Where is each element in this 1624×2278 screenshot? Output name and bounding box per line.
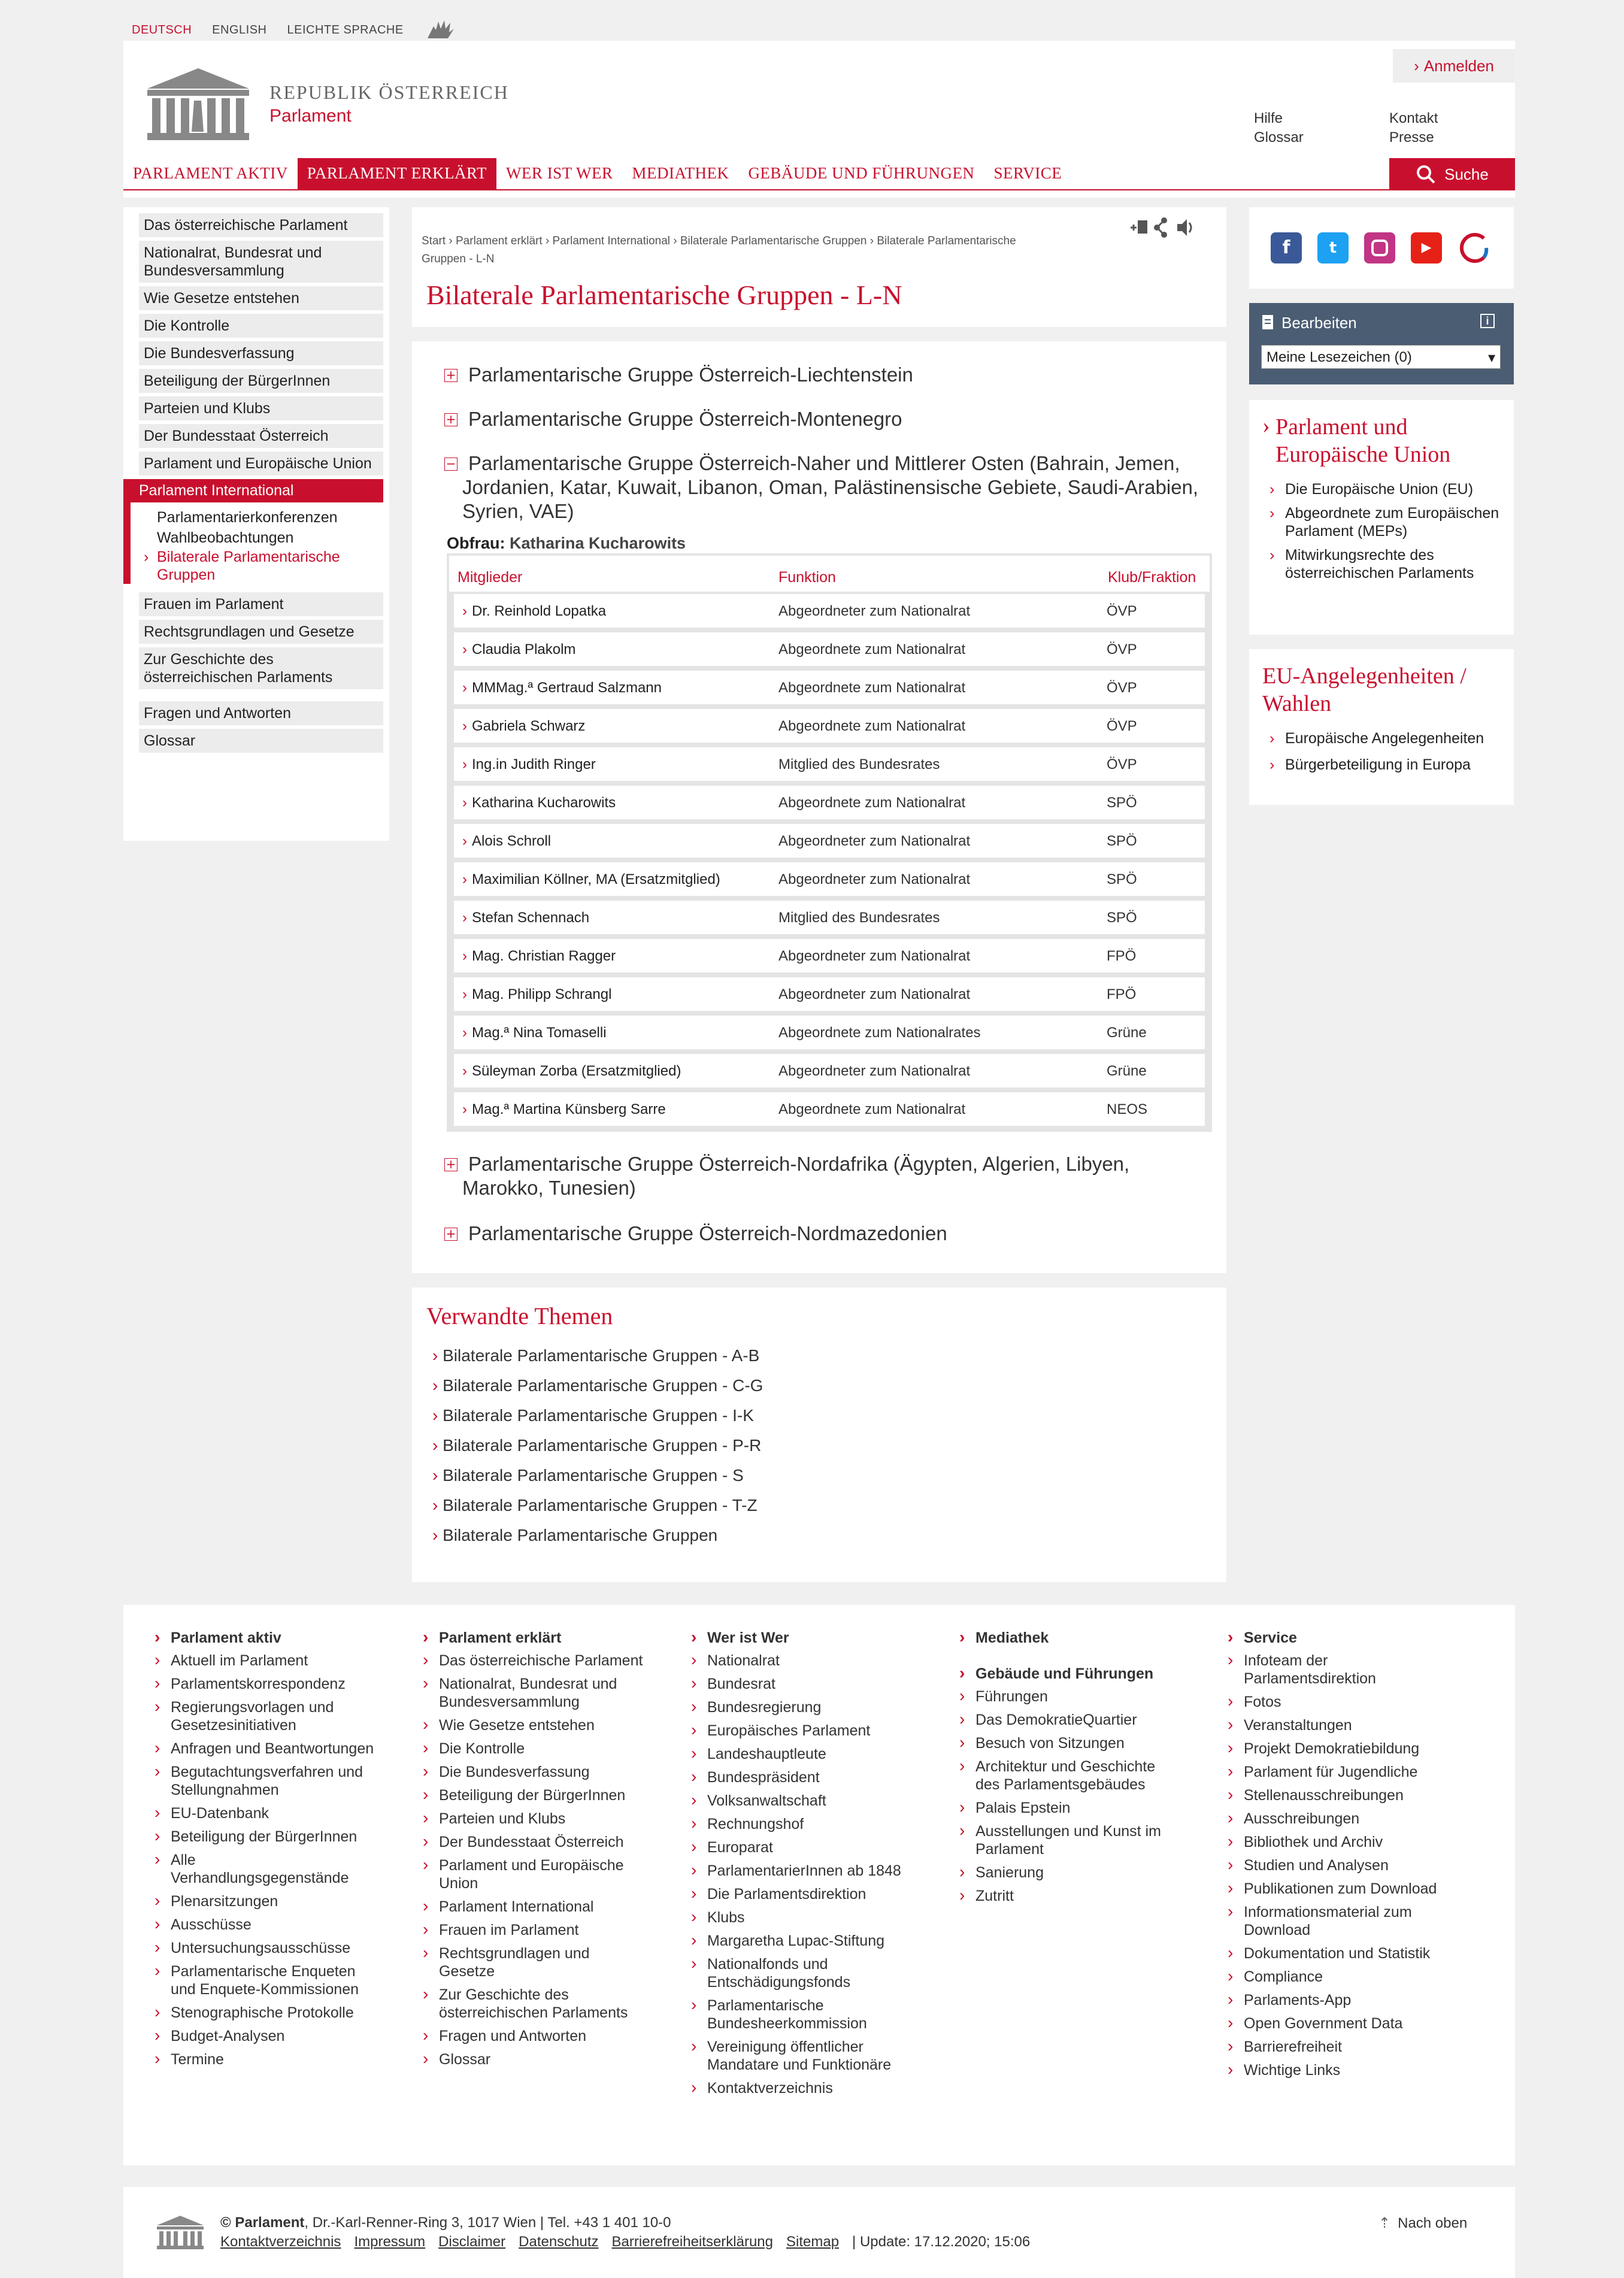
footer-link[interactable]: › Nationalrat, Bundesrat und Bundesversammlung: [423, 1675, 644, 1711]
member-function: Abgeordnete zum Nationalrates: [778, 1025, 981, 1041]
youtube-icon[interactable]: ▶: [1411, 232, 1442, 263]
footer-link[interactable]: › Kontaktverzeichnis: [691, 2079, 913, 2097]
footer-link[interactable]: › Stellenausschreibungen: [1228, 1786, 1449, 1804]
member-faction: Grüne: [1107, 1063, 1147, 1079]
member-function: Abgeordnete zum Nationalrat: [778, 641, 966, 658]
update-info: | Update: 17.12.2020; 15:06: [852, 2234, 1031, 2250]
address: , Dr.-Karl-Renner-Ring 3, 1017 Wien | Tel. +43 1 401 10-0: [304, 2215, 671, 2231]
chevron-right-icon: ›: [462, 948, 467, 964]
parliament-small-logo-icon: [154, 2215, 206, 2250]
related-link-label: Bilaterale Parlamentarische Gruppen: [443, 1526, 718, 1544]
logo-title: REPUBLIK ÖSTERREICH: [269, 81, 509, 103]
header-links-1: [1254, 109, 1304, 147]
member-name[interactable]: Stefan Schennach: [472, 910, 590, 926]
member-function: Abgeordneter zum Nationalrat: [778, 1063, 971, 1079]
twitter-icon[interactable]: t: [1317, 232, 1349, 263]
sidebar-item-das-parlament[interactable]: Das österreichische Parlament: [139, 213, 383, 237]
footer-link[interactable]: › Projekt Demokratiebildung: [1228, 1740, 1449, 1758]
eu-affairs-list: [1267, 729, 1501, 774]
footer-heading[interactable]: › Parlament aktiv: [154, 1629, 376, 1647]
footer-link[interactable]: › Ausschreibungen: [1228, 1810, 1449, 1828]
footer-link[interactable]: › Das DemokratieQuartier: [959, 1711, 1181, 1729]
eu-box: [1249, 400, 1514, 635]
member-function: Mitglied des Bundesrates: [778, 756, 940, 773]
sign-language-icon[interactable]: [424, 18, 457, 42]
table-row: [454, 671, 1205, 704]
back-to-top-label: Nach oben: [1398, 2215, 1468, 2231]
link-sitemap[interactable]: Sitemap: [786, 2234, 840, 2250]
press-link[interactable]: Presse: [1389, 129, 1434, 146]
footer-link[interactable]: › Parteien und Klubs: [423, 1810, 644, 1828]
footer-link[interactable]: › Führungen: [959, 1688, 1181, 1706]
sidebar-sub-wahlbeobachtungen[interactable]: Wahlbeobachtungen: [157, 529, 294, 546]
chevron-right-icon: ›: [462, 680, 467, 696]
eu-box-title[interactable]: [1262, 413, 1502, 468]
bottom-bar: [123, 2187, 1515, 2278]
edit-panel: [1249, 303, 1514, 384]
member-function: Abgeordneter zum Nationalrat: [778, 833, 971, 849]
chevron-right-icon: ›: [462, 1063, 467, 1079]
expand-icon[interactable]: +: [444, 1158, 457, 1171]
footer-link[interactable]: › Untersuchungsausschüsse: [154, 1939, 376, 1957]
expand-icon[interactable]: +: [444, 413, 457, 426]
related-link[interactable]: [432, 1496, 758, 1515]
bookmarks-select-value: Meine Lesezeichen (0): [1267, 349, 1412, 365]
footer-col-service: [1228, 1629, 1449, 2085]
member-function: Abgeordneter zum Nationalrat: [778, 986, 971, 1002]
chevron-right-icon: ›: [432, 1466, 443, 1485]
footer-link[interactable]: › Parlamentarische Bundesheerkommission: [691, 1997, 913, 2032]
member-function: Abgeordneter zum Nationalrat: [778, 603, 971, 619]
col-header-mitglieder[interactable]: Mitglieder: [457, 569, 523, 586]
sidebar-item-frauen[interactable]: Frauen im Parlament: [139, 592, 383, 616]
table-row: [454, 862, 1205, 896]
nav-parlament-aktiv[interactable]: PARLAMENT AKTIV: [133, 164, 288, 182]
related-link[interactable]: [432, 1376, 763, 1395]
footer-link[interactable]: › Die Parlamentsdirektion: [691, 1885, 913, 1903]
footer-link[interactable]: › Nationalrat: [691, 1652, 913, 1670]
footer-link[interactable]: › Regierungsvorlagen und Gesetzesinitiativen: [154, 1698, 376, 1734]
footer-link[interactable]: › Rechnungshof: [691, 1815, 913, 1833]
breadcrumb-line1[interactable]: Start › Parlament erklärt › Parlament International › Bilaterale Parlamentarische Gruppen › Bilaterale Parlamentarische: [422, 235, 1016, 247]
chevron-right-icon: ›: [462, 1025, 467, 1041]
sidebar-item-kontrolle[interactable]: Die Kontrolle: [139, 314, 383, 338]
table-row: [454, 632, 1205, 666]
footer-link[interactable]: › Alle Verhandlungsgegenstände: [154, 1851, 376, 1887]
footer-link[interactable]: › Dokumentation und Statistik: [1228, 1944, 1449, 1962]
footer-link[interactable]: › Glossar: [423, 2050, 644, 2068]
accordion-montenegro[interactable]: Parlamentarische Gruppe Österreich-Montenegro: [468, 408, 902, 430]
nav-divider: [123, 189, 1515, 190]
sidebar-item-fragen[interactable]: Fragen und Antworten: [139, 701, 383, 725]
main-nav: [123, 158, 1071, 190]
table-row: [454, 709, 1205, 743]
page-tools: [1129, 216, 1201, 240]
sidebar-item-nationalrat[interactable]: Nationalrat, Bundesrat und Bundesversammlung: [139, 241, 383, 283]
table-row: [454, 824, 1205, 858]
member-name[interactable]: Gabriela Schwarz: [472, 718, 586, 734]
member-function: Mitglied des Bundesrates: [778, 910, 940, 926]
footer-link[interactable]: › EU-Datenbank: [154, 1804, 376, 1822]
table-row: [454, 939, 1205, 973]
sidebar-item-bundesstaat[interactable]: Der Bundesstaat Österreich: [139, 424, 383, 448]
related-link[interactable]: [432, 1346, 759, 1365]
chevron-right-icon: ›: [462, 756, 467, 773]
sidebar-item-beteiligung[interactable]: Beteiligung der BürgerInnen: [139, 369, 383, 393]
chevron-right-icon: ›: [462, 871, 467, 887]
footer-link[interactable]: › ParlamentarierInnen ab 1848: [691, 1862, 913, 1880]
footer-link[interactable]: › Compliance: [1228, 1968, 1449, 1986]
login-label: Anmelden: [1423, 56, 1494, 75]
nav-service[interactable]: SERVICE: [993, 164, 1062, 182]
footer-link[interactable]: › Ausschüsse: [154, 1916, 376, 1934]
footer-link[interactable]: › Beteiligung der BürgerInnen: [154, 1828, 376, 1846]
related-link[interactable]: [432, 1526, 717, 1545]
footer-link[interactable]: › Stenographische Protokolle: [154, 2004, 376, 2022]
footer-col-aktiv: [154, 1629, 376, 2074]
footer-link[interactable]: › Das österreichische Parlament: [423, 1652, 644, 1670]
member-name[interactable]: Maximilian Köllner, MA (Ersatzmitglied): [472, 871, 720, 887]
expand-icon[interactable]: +: [444, 369, 457, 382]
chevron-right-icon: ›: [432, 1436, 443, 1455]
members-table: [447, 553, 1212, 1132]
member-faction: ÖVP: [1107, 718, 1137, 734]
eu-link-eu[interactable]: › Die Europäische Union (EU): [1269, 481, 1474, 498]
chevron-right-icon: ›: [432, 1406, 443, 1425]
link-datenschutz[interactable]: Datenschutz: [519, 2234, 599, 2250]
footer-link[interactable]: › Studien und Analysen: [1228, 1856, 1449, 1874]
footer-link[interactable]: › Landeshauptleute: [691, 1745, 913, 1763]
member-name[interactable]: Ing.in Judith Ringer: [472, 756, 596, 773]
footer-link[interactable]: › Barrierefreiheit: [1228, 2038, 1449, 2056]
sidebar-item-geschichte[interactable]: Zur Geschichte des österreichischen Parlaments: [139, 647, 383, 689]
related-link-label: Bilaterale Parlamentarische Gruppen - I-K: [443, 1406, 754, 1425]
col-header-funktion[interactable]: Funktion: [778, 569, 836, 586]
sidebar-item-rechtsgrundlagen[interactable]: Rechtsgrundlagen und Gesetze: [139, 620, 383, 644]
accordion-naher-osten[interactable]: Parlamentarische Gruppe Österreich-Naher und Mittlerer Osten (Bahrain, Jemen, Jordanien, Katar, Kuwait, Libanon, Oman, Palästinensische Gebiete, Saudi-Arabien, Syrien, VAE): [462, 452, 1199, 522]
footer-link[interactable]: › Aktuell im Parlament: [154, 1652, 376, 1670]
header-links-2: [1389, 109, 1438, 147]
col-header-fraktion[interactable]: Klub/Fraktion: [1108, 569, 1196, 586]
contact-link[interactable]: Kontakt: [1389, 110, 1438, 126]
chevron-right-icon: ›: [462, 910, 467, 926]
member-name[interactable]: MMMag.ª Gertraud Salzmann: [472, 680, 662, 696]
imprint: [220, 2213, 1030, 2252]
chair-label: Obfrau:: [447, 534, 505, 552]
arrow-up-icon: ⇡: [1378, 2215, 1391, 2231]
footer-link[interactable]: › Begutachtungsverfahren und Stellungnahmen: [154, 1763, 376, 1799]
title-card: [412, 207, 1226, 327]
footer-link[interactable]: › Parlament International: [423, 1898, 644, 1916]
footer-heading[interactable]: › Gebäude und Führungen: [959, 1665, 1181, 1683]
chevron-right-icon: ›: [462, 1101, 467, 1117]
accordion-nordmazedonien[interactable]: Parlamentarische Gruppe Österreich-Nordmazedonien: [468, 1222, 947, 1244]
related-link-label: Bilaterale Parlamentarische Gruppen - C-G: [443, 1376, 763, 1395]
search-button[interactable]: [1389, 158, 1515, 190]
footer-link[interactable]: › Veranstaltungen: [1228, 1716, 1449, 1734]
member-name[interactable]: Alois Schroll: [472, 833, 552, 849]
footer-link[interactable]: › Budget-Analysen: [154, 2027, 376, 2045]
member-faction: FPÖ: [1107, 948, 1137, 964]
sidebar-item-eu[interactable]: Parlament und Europäische Union: [139, 452, 383, 475]
footer-link[interactable]: › Bibliothek und Archiv: [1228, 1833, 1449, 1851]
related-link[interactable]: [432, 1406, 754, 1425]
footer-link[interactable]: › Parlamentarische Enqueten und Enquete-Kommissionen: [154, 1962, 376, 1998]
footer-link[interactable]: › Margaretha Lupac-Stiftung: [691, 1932, 913, 1950]
member-name[interactable]: Mag.ª Martina Künsberg Sarre: [472, 1101, 666, 1117]
member-faction: NEOS: [1107, 1101, 1148, 1117]
sidebar-sub-bilaterale-label: Bilaterale Parlamentarische Gruppen: [157, 549, 340, 583]
footer-link[interactable]: › Bundesrat: [691, 1675, 913, 1693]
accordion-nordafrika[interactable]: Parlamentarische Gruppe Österreich-Nordafrika (Ägypten, Algerien, Libyen, Marokko, Tunesien): [462, 1153, 1130, 1199]
footer-link[interactable]: › Die Kontrolle: [423, 1740, 644, 1758]
member-faction: FPÖ: [1107, 986, 1137, 1002]
related-link-label: Bilaterale Parlamentarische Gruppen - S: [443, 1466, 744, 1485]
footer-link[interactable]: › Parlaments-App: [1228, 1991, 1449, 2009]
member-name[interactable]: Dr. Reinhold Lopatka: [472, 603, 607, 619]
footer-link[interactable]: › Termine: [154, 2050, 376, 2068]
member-faction: Grüne: [1107, 1025, 1147, 1041]
back-to-top[interactable]: [1378, 2215, 1467, 2232]
info-icon[interactable]: i: [1480, 314, 1495, 328]
chevron-right-icon: ›: [432, 1496, 443, 1514]
chair-name: Katharina Kucharowits: [510, 534, 686, 552]
member-function: Abgeordnete zum Nationalrat: [778, 680, 966, 696]
footer-link[interactable]: › Anfragen und Beantwortungen: [154, 1740, 376, 1758]
related-link-label: Bilaterale Parlamentarische Gruppen - T-Z: [443, 1496, 758, 1514]
chevron-right-icon: ›: [462, 795, 467, 811]
nav-gebaeude[interactable]: GEBÄUDE UND FÜHRUNGEN: [748, 164, 975, 182]
footer-link[interactable]: › Frauen im Parlament: [423, 1921, 644, 1939]
social-links: [1249, 207, 1514, 289]
lang-easy[interactable]: LEICHTE SPRACHE: [287, 23, 404, 37]
related-link-label: Bilaterale Parlamentarische Gruppen - P-R: [443, 1436, 762, 1455]
eu-box-title-text: Parlament und Europäische Union: [1275, 414, 1451, 467]
related-link[interactable]: [432, 1466, 744, 1485]
member-faction: ÖVP: [1107, 603, 1137, 619]
member-faction: SPÖ: [1107, 910, 1137, 926]
expand-icon[interactable]: +: [444, 1228, 457, 1241]
sidebar-item-gesetze[interactable]: Wie Gesetze entstehen: [139, 286, 383, 310]
eu-affairs-box: [1249, 649, 1514, 805]
chevron-right-icon: ›: [1262, 413, 1270, 438]
member-name[interactable]: Claudia Plakolm: [472, 641, 576, 658]
member-faction: SPÖ: [1107, 833, 1137, 849]
login-button[interactable]: › Anmelden: [1393, 49, 1515, 83]
eu-box-list: [1267, 480, 1501, 582]
footer-link[interactable]: › Bundespräsident: [691, 1768, 913, 1786]
footer-link[interactable]: › Palais Epstein: [959, 1799, 1181, 1817]
table-row: [454, 786, 1205, 819]
member-faction: SPÖ: [1107, 871, 1137, 887]
footer-col-mediathek: [959, 1629, 1181, 1910]
bookmark-icon[interactable]: [1131, 220, 1147, 234]
sidebar-sub-bilaterale[interactable]: [144, 548, 383, 584]
document-icon: [1261, 314, 1274, 331]
footer-link[interactable]: › Publikationen zum Download: [1228, 1880, 1449, 1898]
footer-link[interactable]: › Bundesregierung: [691, 1698, 913, 1716]
facebook-icon[interactable]: f: [1271, 232, 1302, 263]
member-function: Abgeordnete zum Nationalrat: [778, 1101, 966, 1117]
footer-link[interactable]: › Sanierung: [959, 1864, 1181, 1882]
link-disclaimer[interactable]: Disclaimer: [438, 2234, 506, 2250]
table-row: [454, 747, 1205, 781]
link-barrierefreiheit[interactable]: Barrierefreiheitserklärung: [611, 2234, 773, 2250]
footer-link[interactable]: › Der Bundesstaat Österreich: [423, 1833, 644, 1851]
chevron-right-icon: ›: [462, 986, 467, 1002]
footer-link[interactable]: › Wie Gesetze entstehen: [423, 1716, 644, 1734]
nav-parlament-erklaert[interactable]: PARLAMENT ERKLÄRT: [298, 158, 496, 190]
chevron-right-icon: ›: [462, 833, 467, 849]
table-row: [454, 594, 1205, 628]
footer-link[interactable]: › Europäisches Parlament: [691, 1722, 913, 1740]
footer-link[interactable]: › Infoteam der Parlamentsdirektion: [1228, 1652, 1449, 1688]
sidebar-subnav: [123, 502, 383, 584]
member-name[interactable]: Mag. Philipp Schrangl: [472, 986, 612, 1002]
sidebar-item-parteien[interactable]: Parteien und Klubs: [139, 396, 383, 420]
lang-deutsch[interactable]: DEUTSCH: [132, 23, 192, 37]
chevron-right-icon: ›: [462, 718, 467, 734]
left-sidebar: [123, 207, 389, 841]
eu-affairs-link-1[interactable]: › Europäische Angelegenheiten: [1269, 730, 1484, 747]
footer-heading[interactable]: › Mediathek: [959, 1629, 1181, 1647]
member-function: Abgeordneter zum Nationalrat: [778, 871, 971, 887]
footer-link[interactable]: › Fotos: [1228, 1693, 1449, 1711]
sidebar-item-glossar[interactable]: Glossar: [139, 729, 383, 753]
chevron-right-icon: ›: [462, 641, 467, 658]
share-icon[interactable]: [1154, 217, 1167, 238]
open-data-icon[interactable]: [1458, 231, 1491, 265]
chair-line: [447, 534, 686, 553]
footer-link[interactable]: › Parlamentskorrespondenz: [154, 1675, 376, 1693]
footer-link[interactable]: › Parlament und Europäische Union: [423, 1856, 644, 1892]
link-kontaktverzeichnis[interactable]: Kontaktverzeichnis: [220, 2234, 341, 2250]
table-header: [449, 556, 1210, 592]
eu-link-meps[interactable]: › Abgeordnete zum Europäischen Parlament (MEPs): [1269, 505, 1499, 540]
footer-link[interactable]: › Ausstellungen und Kunst im Parlament: [959, 1822, 1181, 1858]
breadcrumb-line2[interactable]: Gruppen - L-N: [422, 253, 495, 265]
search-label: Suche: [1444, 165, 1489, 183]
instagram-icon[interactable]: [1364, 232, 1395, 263]
eu-link-mitwirkung[interactable]: › Mitwirkungsrechte des österreichischen Parlaments: [1269, 547, 1474, 581]
table-row: [454, 901, 1205, 934]
footer-link[interactable]: › Volksanwaltschaft: [691, 1792, 913, 1810]
help-link[interactable]: Hilfe: [1254, 110, 1283, 126]
footer-link[interactable]: › Rechtsgrundlagen und Gesetze: [423, 1944, 644, 1980]
footer-col-erklaert: [423, 1629, 644, 2074]
chevron-right-icon: ›: [432, 1376, 443, 1395]
footer-link[interactable]: › Europarat: [691, 1838, 913, 1856]
footer-link[interactable]: › Nationalfonds und Entschädigungsfonds: [691, 1955, 913, 1991]
footer-link[interactable]: › Fragen und Antworten: [423, 2027, 644, 2045]
sidebar-item-international[interactable]: Parlament International: [123, 479, 383, 502]
footer-heading[interactable]: › Parlament erklärt: [423, 1629, 644, 1647]
footer-link[interactable]: › Wichtige Links: [1228, 2061, 1449, 2079]
link-impressum[interactable]: Impressum: [354, 2234, 426, 2250]
footer-link[interactable]: › Parlament für Jugendliche: [1228, 1763, 1449, 1781]
chevron-down-icon: ▾: [1487, 350, 1495, 366]
related-link-label: Bilaterale Parlamentarische Gruppen - A-B: [443, 1346, 760, 1365]
table-row: [454, 1092, 1205, 1126]
footer-link[interactable]: › Architektur und Geschichte des Parlamentsgebäudes: [959, 1758, 1181, 1794]
eu-affairs-link-2[interactable]: › Bürgerbeteiligung in Europa: [1269, 756, 1471, 773]
footer-link[interactable]: › Zutritt: [959, 1887, 1181, 1905]
footer-heading[interactable]: › Wer ist Wer: [691, 1629, 913, 1647]
glossary-link[interactable]: Glossar: [1254, 129, 1304, 146]
member-name[interactable]: Mag. Christian Ragger: [472, 948, 616, 964]
search-icon: [1416, 164, 1436, 184]
breadcrumb: [422, 232, 1128, 268]
member-faction: SPÖ: [1107, 795, 1137, 811]
lang-english[interactable]: ENGLISH: [212, 23, 267, 37]
chevron-right-icon: ›: [432, 1346, 443, 1365]
member-name[interactable]: Katharina Kucharowits: [472, 795, 616, 811]
nav-mediathek[interactable]: MEDIATHEK: [632, 164, 729, 182]
sidebar-sub-konferenzen[interactable]: Parlamentarierkonferenzen: [157, 509, 338, 526]
speaker-icon[interactable]: [1177, 219, 1191, 236]
footer-link[interactable]: › Open Government Data: [1228, 2015, 1449, 2032]
nav-wer-ist-wer[interactable]: WER IST WER: [505, 164, 613, 182]
page-title: Bilaterale Parlamentarische Gruppen - L-N: [426, 280, 902, 310]
chevron-right-icon: ›: [144, 549, 149, 565]
footer-link[interactable]: › Beteiligung der BürgerInnen: [423, 1786, 644, 1804]
footer-link[interactable]: › Zur Geschichte des österreichischen Parlaments: [423, 1986, 644, 2022]
related-title: Verwandte Themen: [426, 1302, 613, 1329]
sidebar-item-verfassung[interactable]: Die Bundesverfassung: [139, 341, 383, 365]
logo[interactable]: [141, 65, 509, 143]
footer-heading[interactable]: › Service: [1228, 1629, 1449, 1647]
member-name[interactable]: Süleyman Zorba (Ersatzmitglied): [472, 1063, 681, 1079]
copyright: © Parlament: [220, 2215, 305, 2231]
footer-link[interactable]: › Informationsmaterial zum Download: [1228, 1903, 1449, 1939]
accordion-liechtenstein[interactable]: Parlamentarische Gruppe Österreich-Liechtenstein: [468, 363, 913, 386]
member-name[interactable]: Mag.ª Nina Tomaselli: [472, 1025, 607, 1041]
bookmarks-select[interactable]: [1261, 345, 1501, 369]
related-link[interactable]: [432, 1436, 761, 1455]
collapse-icon[interactable]: −: [444, 458, 457, 471]
eu-affairs-title: EU-Angelegenheiten / Wahlen: [1262, 664, 1467, 716]
member-faction: ÖVP: [1107, 756, 1137, 773]
table-row: [454, 977, 1205, 1011]
chevron-right-icon: ›: [462, 603, 467, 619]
table-row: [454, 1016, 1205, 1049]
member-function: Abgeordnete zum Nationalrat: [778, 795, 966, 811]
footer-link[interactable]: › Plenarsitzungen: [154, 1892, 376, 1910]
edit-label[interactable]: Bearbeiten: [1281, 314, 1357, 332]
site-header: [123, 41, 1515, 198]
language-bar: [132, 18, 457, 42]
parliament-logo-icon: [141, 65, 255, 143]
member-function: Abgeordneter zum Nationalrat: [778, 948, 971, 964]
table-row: [454, 1054, 1205, 1087]
member-function: Abgeordnete zum Nationalrat: [778, 718, 966, 734]
footer-link[interactable]: › Besuch von Sitzungen: [959, 1734, 1181, 1752]
logo-subtitle: Parlament: [269, 105, 352, 126]
footer-link[interactable]: › Klubs: [691, 1909, 913, 1926]
member-faction: ÖVP: [1107, 641, 1137, 658]
chevron-right-icon: ›: [432, 1526, 443, 1544]
footer-link[interactable]: › Vereinigung öffentlicher Mandatare und Funktionäre: [691, 2038, 913, 2074]
footer-col-wer-ist-wer: [691, 1629, 913, 2103]
member-faction: ÖVP: [1107, 680, 1137, 696]
site-footer: [123, 1605, 1515, 2165]
footer-link[interactable]: › Die Bundesverfassung: [423, 1763, 644, 1781]
